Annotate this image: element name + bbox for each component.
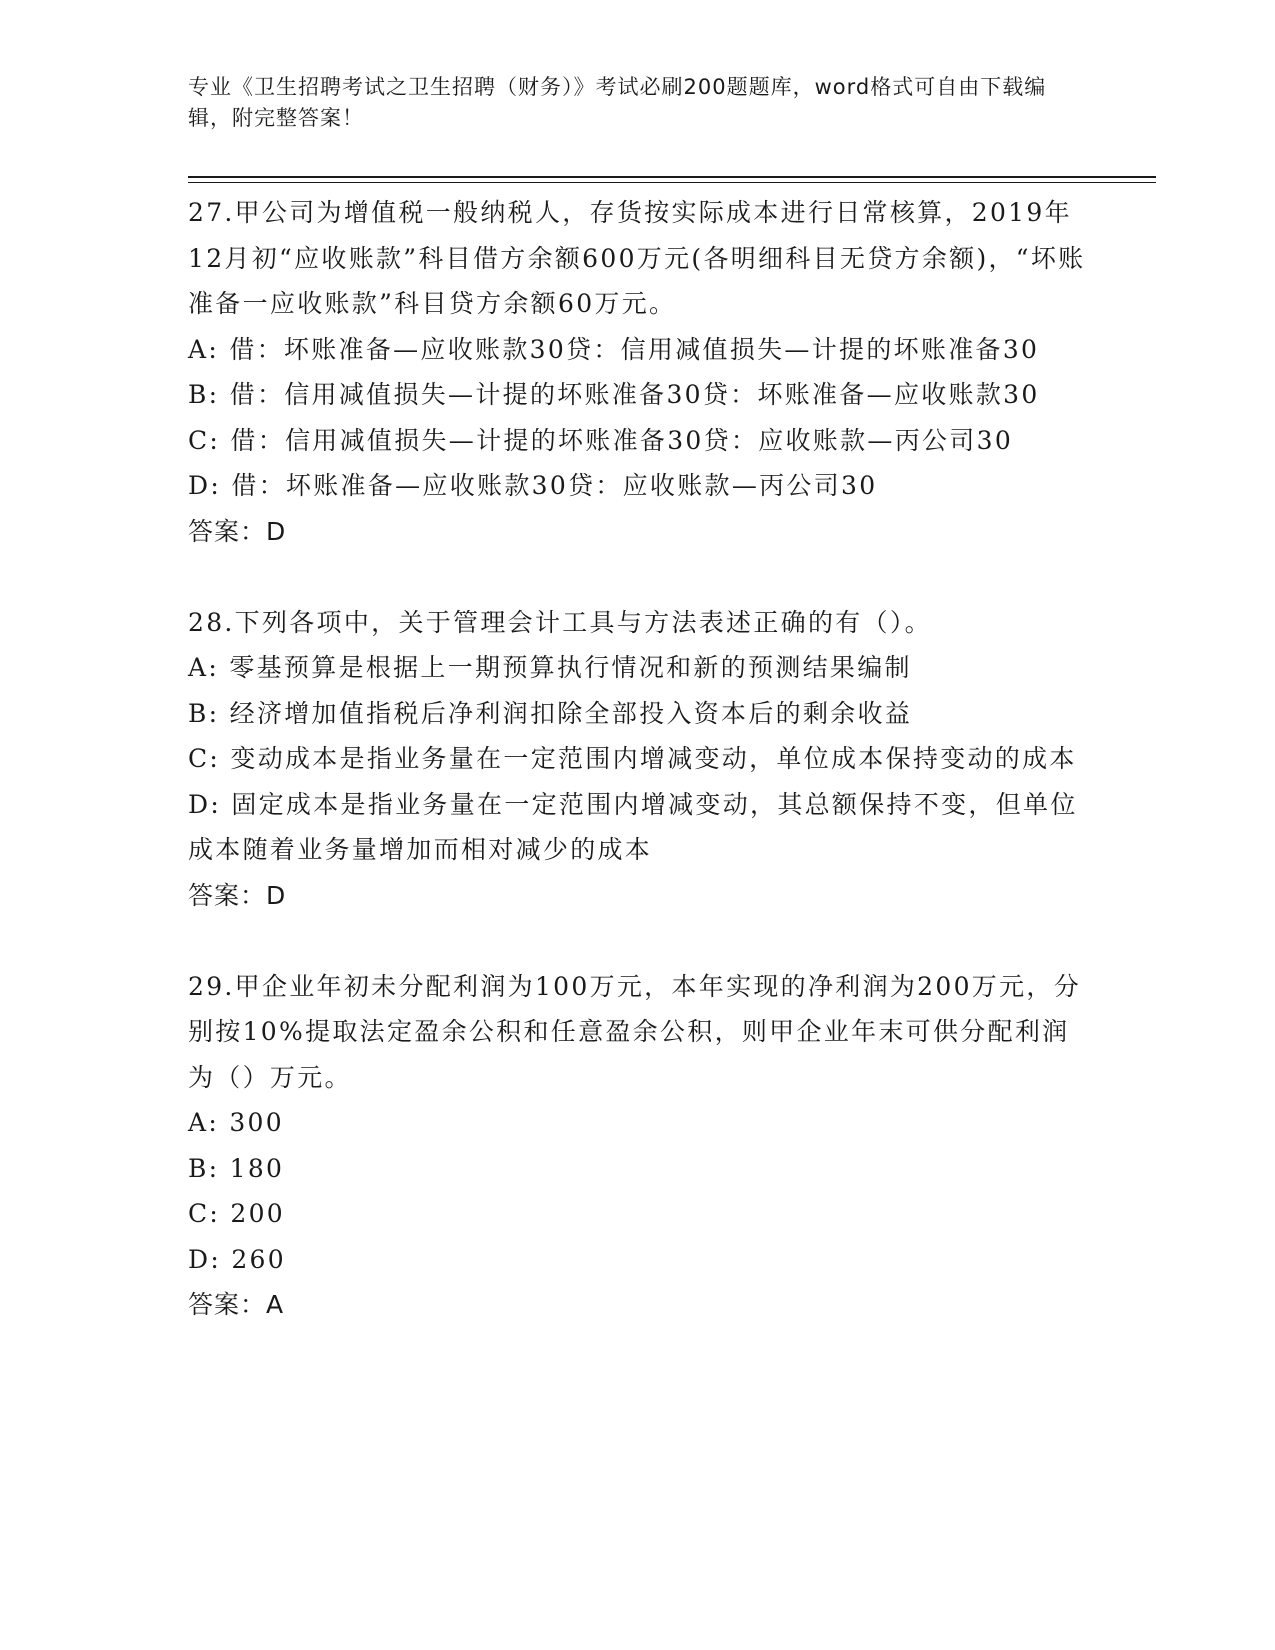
option-c: C: 200 — [188, 1199, 286, 1228]
question-gap — [188, 918, 1088, 964]
option-b: B: 经济增加值指税后净利润扣除全部投入资本后的剩余收益 — [188, 698, 913, 728]
answer-line: 答案：D — [188, 516, 287, 546]
document-header: 专业《卫生招聘考试之卫生招聘（财务）》考试必刷200题题库，word格式可自由下载编辑，附完整答案！ — [188, 75, 1047, 130]
option-c: C: 变动成本是指业务量在一定范围内增减变动，单位成本保持变动的成本 — [188, 744, 1077, 773]
header-divider — [188, 176, 1156, 178]
option-a: A: 零基预算是根据上一期预算执行情况和新的预测结果编制 — [188, 653, 912, 682]
question-stem: 28.下列各项中，关于管理会计工具与方法表述正确的有（）。 — [188, 607, 932, 637]
answer-line: 答案：D — [188, 880, 287, 910]
option-d: D: 借：坏账准备—应收账款30贷：应收账款—丙公司30 — [188, 471, 878, 500]
option-b: B: 180 — [188, 1153, 285, 1183]
question-29 — [188, 964, 1088, 1328]
question-stem: 27.甲公司为增值税一般纳税人，存货按实际成本进行日常核算，2019年12月初“应收账款”科目借方余额600万元(各明细科目无贷方余额)，“坏账准备一应收账款”科目贷方余额60万元。 — [188, 198, 1086, 318]
question-27 — [188, 190, 1088, 554]
question-gap — [188, 554, 1088, 600]
question-28 — [188, 600, 1088, 919]
question-list — [188, 190, 1088, 1328]
option-d: D: 260 — [188, 1244, 286, 1274]
answer-line: 答案：A — [188, 1290, 285, 1319]
option-a: A: 借：坏账准备—应收账款30贷：信用减值损失—计提的坏账准备30 — [188, 334, 1040, 364]
option-d: D: 固定成本是指业务量在一定范围内增减变动，其总额保持不变，但单位成本随着业务量增加而相对减少的成本 — [188, 789, 1078, 864]
option-c: C: 借：信用减值损失—计提的坏账准备30贷：应收账款—丙公司30 — [188, 425, 1014, 455]
question-stem: 29.甲企业年初未分配利润为100万元，本年实现的净利润为200万元，分别按10%提取法定盈余公积和任意盈余公积，则甲企业年末可供分配利润为（）万元。 — [188, 971, 1081, 1092]
header-divider-thin — [188, 182, 1156, 183]
option-a: A: 300 — [188, 1108, 284, 1137]
option-b: B: 借：信用减值损失—计提的坏账准备30贷：坏账准备—应收账款30 — [188, 380, 1040, 409]
